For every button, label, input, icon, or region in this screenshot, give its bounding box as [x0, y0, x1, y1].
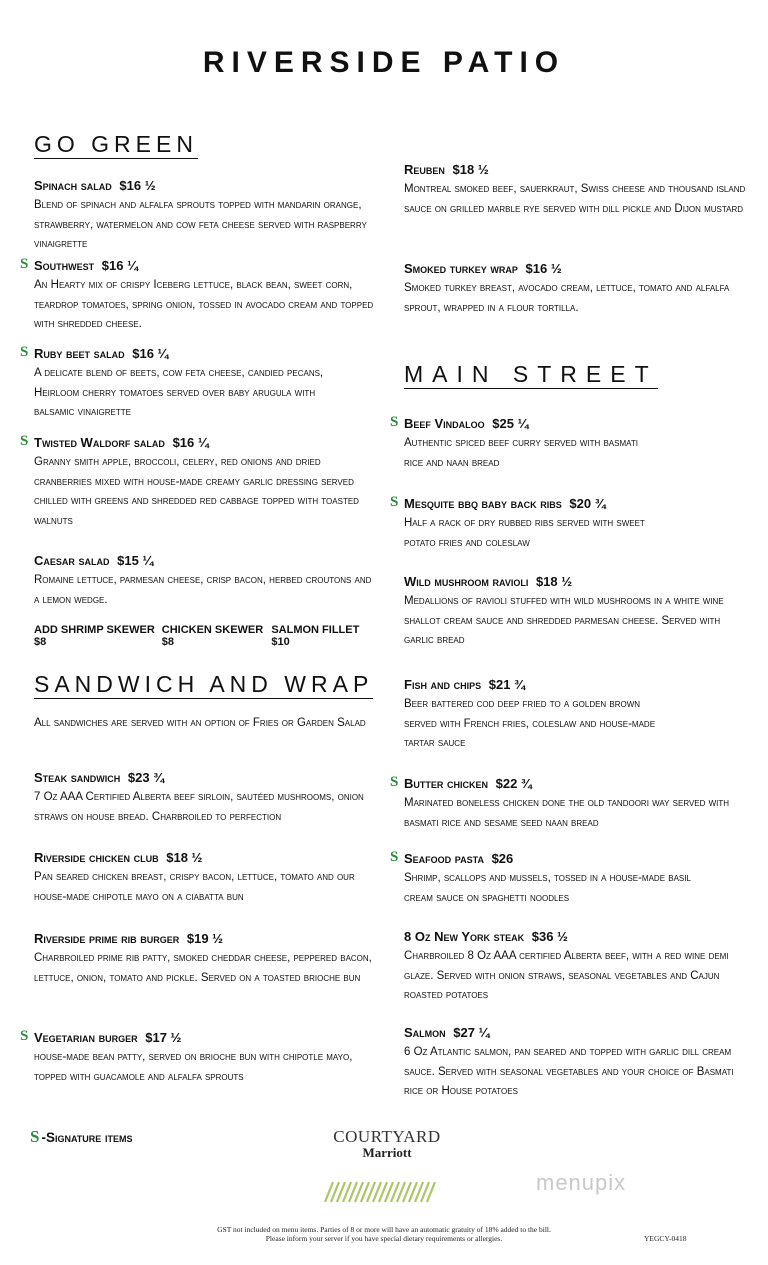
item-price: $16 ¼	[101, 258, 138, 273]
item-description: 6 Oz Atlantic salmon, pan seared and topped with garlic dill cream sauce. Served with seasonal vegetables and your choice of Basmati rice or House potatoes	[404, 1046, 734, 1097]
menu-code: YEGCY-0418	[644, 1234, 687, 1243]
menu-item-riverside-chicken-club	[34, 849, 374, 907]
item-price: $23 ¾	[127, 770, 165, 785]
item-description: Shrimp, scallops and mussels, tossed in a house-made basil cream sauce on spaghetti noodles	[404, 872, 691, 904]
logo-brand: COURTYARD	[333, 1127, 441, 1146]
item-description: Pan seared chicken breast, crispy bacon, lettuce, tomato and our house-made chipotle mayo on a ciabatta bun	[34, 871, 355, 903]
menu-item-southwest	[20, 256, 374, 335]
item-name: Twisted Waldorf salad	[34, 435, 165, 450]
menu-item-mesquite-ribs	[390, 494, 748, 553]
signature-legend	[30, 1127, 133, 1147]
item-name: Mesquite bbq baby back ribs	[404, 496, 562, 511]
item-price: $15 ¼	[117, 553, 154, 568]
menu-item-steak-sandwich	[34, 769, 374, 827]
item-description: Granny smith apple, broccoli, celery, red onions and dried cranberries mixed with house-made creamy garlic dressing served chilled with greens and shredded red cabbage topped with toasted walnuts	[34, 456, 359, 527]
menu-item-twisted-waldorf	[20, 433, 374, 531]
signature-icon: S	[390, 414, 399, 430]
menupix-watermark: menupix	[536, 1170, 627, 1195]
courtyard-logo	[326, 1127, 448, 1161]
item-price: $26	[491, 851, 514, 866]
menu-item-smoked-turkey-wrap	[404, 260, 748, 318]
signature-icon: S	[390, 494, 399, 510]
item-name: Caesar salad	[34, 553, 110, 568]
item-price: $18 ½	[535, 574, 573, 589]
item-price: $19 ½	[186, 931, 224, 946]
logo-stripes-icon	[323, 1182, 439, 1202]
item-price: $20 ¾	[569, 496, 606, 511]
item-name: Steak sandwich	[34, 770, 121, 785]
section-heading-main-street: MAIN STREET	[404, 361, 658, 387]
item-price: $36 ½	[531, 929, 568, 944]
menu-item-caesar-salad	[34, 552, 374, 610]
menu-item-beef-vindaloo	[390, 414, 748, 473]
addon-chicken: CHICKEN SKEWER $8	[161, 624, 264, 648]
signature-icon: S	[20, 1028, 29, 1044]
item-description: Authentic spiced beef curry served with basmati rice and naan bread	[404, 437, 638, 469]
signature-icon: S	[20, 433, 29, 449]
sandwich-intro: All sandwiches are served with an option of Fries or Garden Salad	[34, 717, 366, 729]
item-description: Blend of spinach and alfalfa sprouts topped with mandarin orange, strawberry, watermelon and cow feta cheese served with raspberry vinaigrette	[34, 199, 367, 250]
sandwich-heading-wrap	[34, 671, 373, 699]
item-description: Charbroiled 8 Oz AAA certified Alberta beef, with a red wine demi glaze. Served with onion straws, seasonal vegetables and Cajun roasted potatoes	[404, 950, 729, 1001]
go-green-heading-wrap	[34, 131, 198, 159]
item-description: Half a rack of dry rubbed ribs served with sweet potato fries and coleslaw	[404, 517, 645, 549]
menu-item-vegetarian-burger	[20, 1028, 374, 1087]
item-name: Smoked turkey wrap	[404, 261, 518, 276]
item-name: Butter chicken	[404, 776, 488, 791]
item-price: $21 ¾	[488, 677, 525, 692]
item-description: house-made bean patty, served on brioche bun with chipotle mayo, topped with guacamole and alfalfa sprouts	[34, 1051, 353, 1083]
item-name: Riverside chicken club	[34, 850, 159, 865]
item-price: $16 ½	[525, 261, 562, 276]
page-title: RIVERSIDE PATIO	[202, 46, 566, 79]
item-price: $18 ½	[166, 850, 203, 865]
item-name: Beef Vindaloo	[404, 416, 485, 431]
item-description: Marinated boneless chicken done the old tandoori way served with basmati rice and sesame seed naan bread	[404, 797, 730, 829]
signature-icon: S	[390, 774, 399, 790]
item-description: Romaine lettuce, parmesan cheese, crisp bacon, herbed croutons and a lemon wedge.	[34, 574, 372, 606]
right-column	[390, 0, 748, 1265]
menu-item-spinach-salad	[34, 177, 374, 255]
menu-item-new-york-steak	[404, 928, 748, 1006]
item-price: $16 ¼	[172, 435, 209, 450]
section-heading-go-green: GO GREEN	[34, 131, 198, 157]
logo-sub: Marriott	[362, 1145, 412, 1160]
item-price: $17 ½	[145, 1030, 182, 1045]
addon-shrimp: ADD SHRIMP SKEWER $8	[34, 624, 155, 648]
addon-salmon: SALMON FILLET $10	[271, 624, 360, 648]
menu-item-prime-rib-burger	[34, 930, 374, 988]
item-description: An Hearty mix of crispy Iceberg lettuce, black bean, sweet corn, teardrop tomatoes, spring onion, tossed in avocado cream and topped with shredded cheese.	[34, 279, 374, 330]
item-description: Montreal smoked beef, sauerkraut, Swiss cheese and thousand island sauce on grilled marble rye served with dill pickle and Dijon mustard	[404, 183, 746, 215]
item-price: $18 ½	[452, 162, 489, 177]
footer-line-1: GST not included on menu items. Parties of 8 or more will have an automatic gratuity of 18% added to the bill.	[217, 1225, 551, 1234]
item-description: 7 Oz AAA Certified Alberta beef sirloin, sautéed mushrooms, onion straws on house bread. Charbroiled to perfection	[34, 791, 364, 823]
signature-icon: S	[390, 849, 399, 865]
signature-icon: S	[20, 256, 29, 272]
menu-item-salmon	[404, 1024, 748, 1102]
item-name: Reuben	[404, 162, 445, 177]
item-price: $16 ¼	[132, 346, 169, 361]
signature-icon: S	[20, 344, 29, 360]
item-name: Spinach salad	[34, 178, 112, 193]
menu-item-reuben	[404, 161, 748, 219]
menu-item-wild-mushroom-ravioli	[404, 573, 748, 651]
item-price: $16 ½	[119, 178, 156, 193]
item-name: 8 Oz New York steak	[404, 929, 525, 944]
item-price: $27 ¼	[453, 1025, 490, 1040]
main-street-heading-wrap	[404, 361, 658, 389]
item-description: Smoked turkey breast, avocado cream, lettuce, tomato and alfalfa sprout, wrapped in a flour tortilla.	[404, 282, 730, 314]
item-description: Beer battered cod deep fried to a golden brown served with French fries, coleslaw and house-made tartar sauce	[404, 698, 656, 749]
item-name: Ruby beet salad	[34, 346, 125, 361]
item-price: $22 ¾	[495, 776, 532, 791]
section-heading-sandwich: SANDWICH AND WRAP	[34, 671, 374, 697]
menu-item-seafood-pasta	[390, 849, 748, 908]
menu-item-fish-and-chips	[404, 676, 748, 754]
legend-text: -Signature items	[41, 1130, 133, 1145]
item-name: Fish and chips	[404, 677, 482, 692]
item-description: A delicate blend of beets, cow feta cheese, candied pecans, Heirloom cherry tomatoes served over baby arugula with balsamic vinaigrette	[34, 367, 324, 418]
item-name: Vegetarian burger	[34, 1030, 138, 1045]
left-column	[20, 0, 374, 1265]
item-name: Southwest	[34, 258, 95, 273]
item-price: $25 ¼	[492, 416, 529, 431]
item-description: Medallions of ravioli stuffed with wild mushrooms in a white wine shallot cream sauce and shredded parmesan cheese. Served with garlic bread	[404, 595, 724, 646]
item-name: Wild mushroom ravioli	[404, 574, 529, 589]
item-name: Salmon	[404, 1025, 446, 1040]
footer-line-2: Please inform your server if you have special dietary requirements or allergies.	[265, 1234, 503, 1243]
signature-icon: S	[30, 1127, 40, 1146]
item-name: Riverside prime rib burger	[34, 931, 180, 946]
item-name: Seafood pasta	[404, 851, 484, 866]
item-description: Charbroiled prime rib patty, smoked cheddar cheese, peppered bacon, lettuce, onion, tomato and pickle. Served on a toasted brioche bun	[34, 952, 372, 984]
menu-item-butter-chicken	[390, 774, 748, 833]
salad-addons	[34, 624, 374, 648]
menu-item-ruby-beet-salad	[20, 344, 374, 423]
